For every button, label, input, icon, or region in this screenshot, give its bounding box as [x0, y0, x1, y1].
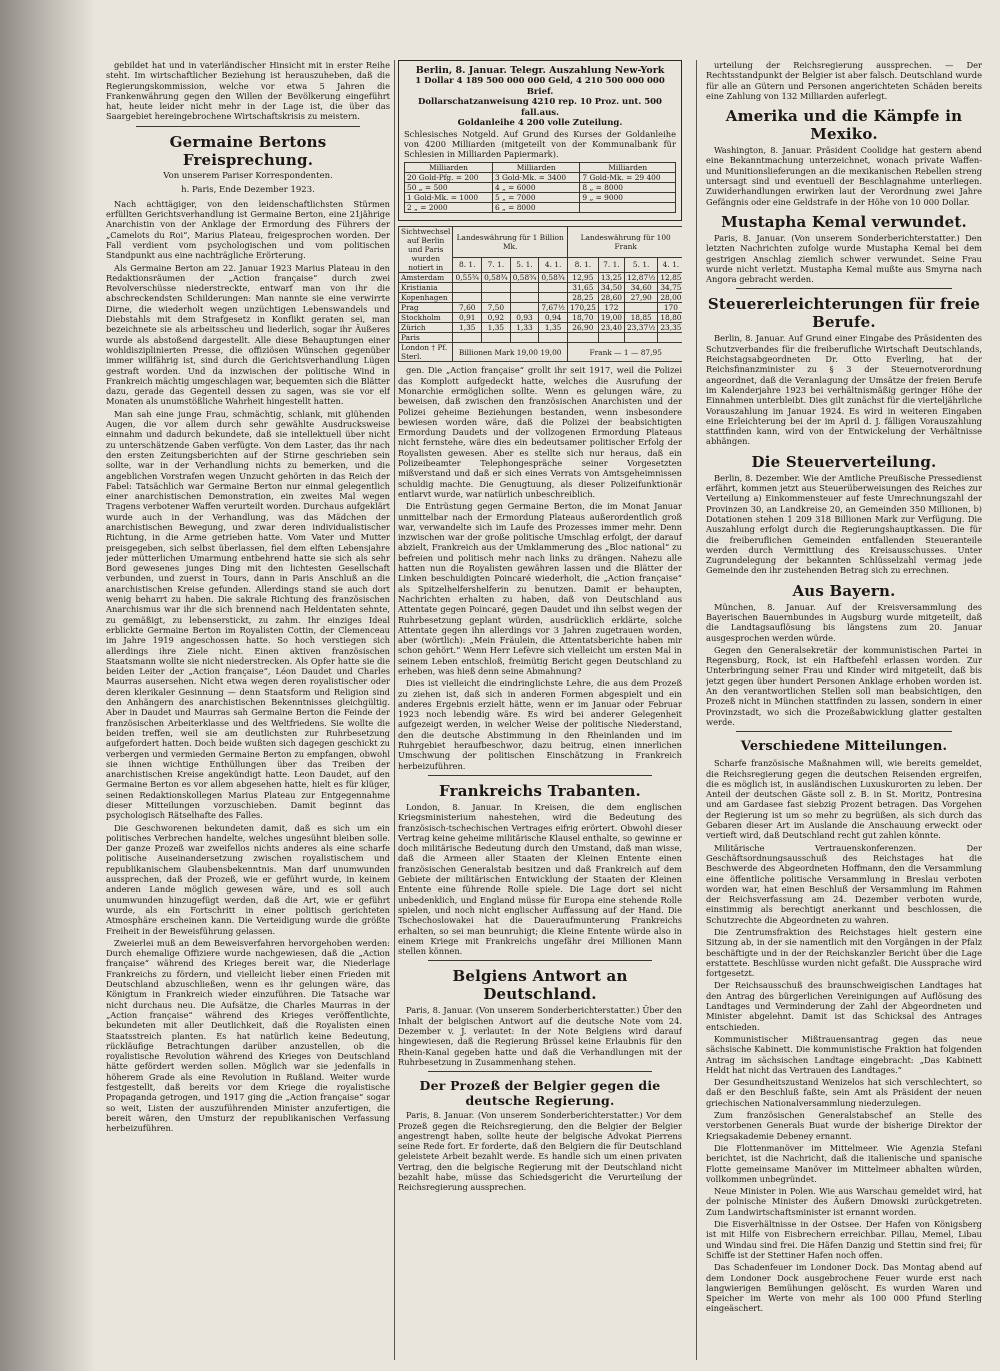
heading-bayern: Aus Bayern.: [792, 581, 896, 600]
london-frank-value: —: [630, 347, 639, 357]
paragraph: Gegen den Generalsekretär der kommunistischen Partei in Regensburg, Rock, ist ein Haftbefehl erlassen worden. Zur Unterbringung seiner Frau und Kinder wird mitgeteilt, daß bis jetzt gegen über hundert Personen Anklage erhoben worden ist. An den verantwortlichen Stellen soll man beabsichtigen, den Prozeß nicht in München stattfinden zu lassen, sondern in einer Provinzstadt, wo sich die Prozeßabwicklung glatter gestalten werde.: [706, 644, 982, 727]
paragraph: Neue Minister in Polen. Wie aus Warschau gemeldet wird, hat der polnische Minister des Äußern Dmowski zurückgetreten. Zum Landwirtschaftsminister ist ernannt worden.: [706, 1186, 982, 1217]
table-cell: 3 Gold-Mk. = 3400: [492, 173, 579, 183]
table-row: [399, 273, 683, 283]
paragraph: Die Flottenmanöver im Mittelmeer. Wie Agenzia Stefani berichtet, ist die Nachricht, daß die italienische und spanische Flotte gemeinsame Manöver im Mittelmeer abhalten würden, vollkommen unbegründet.: [706, 1142, 982, 1184]
table-cell: 12,85: [658, 273, 682, 283]
table-cell: 28,60: [598, 293, 624, 303]
table-cell: [482, 333, 511, 343]
rates-col-head: Sichtwechsel auf Berlin und Paris wurden notiert in: [399, 227, 453, 273]
rates-date-header: 5. 1.: [624, 257, 657, 273]
table-cell: 18,85: [624, 313, 657, 323]
rates-date-header: 8. 1.: [453, 257, 482, 273]
finance-goldanleihe-line: Goldanleihe 4 200 volle Zuteilung.: [457, 118, 623, 128]
paragraph: Nach achttägiger, von den leidenschaftlichsten Stürmen erfüllten Gerichtsverhandlung ist Germaine Berton, eine 21jährige Anarchistin von der Anklage der Ermordung des Führers der „Camelots du Roi“, Marius Plateau, freigesprochen worden. Der Fall verdient vom psychologischen und vom politischen Standpunkt aus eine nachträgliche Erörterung.: [106, 198, 390, 261]
table-cell: 172: [598, 303, 624, 313]
rates-city: Zürich: [399, 323, 453, 333]
rates-city: Prag: [399, 303, 453, 313]
heading-berton: Germaine Bertons Freisprechung.: [169, 132, 327, 169]
section-divider: [136, 126, 360, 127]
exchange-rates-table: [398, 226, 682, 362]
paragraph: Als Germaine Berton am 22. Januar 1923 Marius Plateau in den Redaktionsräumen der „Action française“ durch zwei Revolverschüsse niederstreckte, entwarf man von ihr die abschreckendsten Schilderungen: Man nannte sie eine verwirrte Dirne, die wiederholt wegen unzüchtigen Lebenswandels und Diebstahls mit dem Strafgesetz in Konflikt geraten sei, man bezeichnete sie als arbeitsscheu und liederlich, sogar ihr Äußeres wurde als abstoßend dargestellt. Alle diese Behauptungen einer wohldisziplinierten Presse, die offiziösen Wünschen gegenüber immer willfährig ist, sind durch die Gerichtsverhandlung Lügen gestraft worden. Und da inzwischen der politische Wind in Frankreich mächtig umgeschlagen war, bequemten sich die Blätter dazu, gerade das Gegenteil dessen zu sagen, was sie vor elf Monaten als unumstößliche Wahrheit hingestellt hatten.: [106, 262, 390, 407]
table-cell: 1,35: [453, 323, 482, 333]
article-continuation: gebildet hat und in vaterländischer Hinsicht mit in erster Reihe steht. Im wirtschaftlicher Beziehung ist herauszuheben, daß die Regierungskommission, welche vor etwa 5 Jahren die Frankenwährung gegen den Willen der Bevölkerung eingeführt hat, heute leider nicht mehr in der Lage ist, die über das Saargebiet hereingebrochene Wirtschaftskrisis zu meistern.: [106, 60, 390, 122]
rates-date-header: 8. 1.: [567, 257, 598, 273]
notgeld-table: [404, 162, 676, 213]
london-frank-cell: [567, 343, 682, 362]
rates-date-header: 5. 1.: [510, 257, 539, 273]
table-cell: 7,50: [482, 303, 511, 313]
table-cell: 5 „ = 7000: [492, 193, 579, 203]
table-cell: 26,90: [567, 323, 598, 333]
rates-city: Kopenhagen: [399, 293, 453, 303]
paragraph: Zum französischen Generalstabschef an Stelle des verstorbenen Generals Buat wurde der bisherige Direktor der Kriegsakademie Debeney ernannt.: [706, 1110, 982, 1141]
notgeld-header: Milliarden: [492, 163, 579, 173]
rates-date-header: 4. 1.: [658, 257, 682, 273]
table-cell: [539, 333, 568, 343]
table-cell: 0,58¾: [510, 273, 539, 283]
finance-notgeld-note: Schlesisches Notgeld. Auf Grund des Kurses der Goldanleihe von 4200 Milliarden (mitgeteilt von der Kommunalbank für Schlesien in Milliarden Papiermark).: [404, 128, 676, 160]
table-cell: 4 „ = 6000: [492, 183, 579, 193]
table-cell: 8 „ = 8000: [580, 183, 676, 193]
table-cell: 18,70: [567, 313, 598, 323]
table-cell: 0,58¾: [539, 273, 568, 283]
table-cell: 1,33: [510, 323, 539, 333]
paragraph: Militärische Vertrauenskonferenzen. Der Geschäftsordnungsausschuß des Reichstages hat die Beschwerde des Abgeordneten Hoffmann, den die Versammlung eine öffentliche politische Versammlung in Breslau verboten worden war, hat einen Beschluß der Versammlung im Rahmen der Reichsverfassung am 24. Dezember verboten wurde, einstimmig als berechtigt anerkannt und beschlossen, die Schutzrechte die Abgeordneten zu wahren.: [706, 842, 982, 925]
rates-city: Amsterdam: [399, 273, 453, 283]
table-row: [405, 203, 676, 213]
paragraph: Berlin, 8. Januar. Auf Grund einer Eingabe des Präsidenten des Schutzverbandes für die freiberufliche Wirtschaft Deutschlands, Reichstagsabgeordneten Dr. Otto Everling, hat der Reichsfinanzminister zu § 3 der Steuernotverordnung angeordnet, daß die Veranlagung der Umsätze der freien Berufe im Kalenderjahre 1923 bei verhältnismäßig geringer Höhe der Einnahmen unterbleibt. Dies gilt zunächst für die vierteljährliche Vorauszahlung im Januar 1924. Es wird in weiteren Eingaben eine Erleichterung bei der im April d. J. fälligen Vorauszahlung stattfinden kann, wird von der Entwickelung der Verhältnisse abhängen.: [706, 333, 982, 447]
london-frank-value: 1: [623, 347, 629, 357]
table-cell: 28,25: [567, 293, 598, 303]
table-cell: 0,91: [453, 313, 482, 323]
table-cell: 1 Gold-Mk. = 1000: [405, 193, 493, 203]
table-row: [405, 183, 676, 193]
column-middle: [398, 60, 682, 1360]
paragraph: gen. Die „Action française“ grollt ihr seit 1917, weil die Polizei das Komplott aufgedeckt hatte, welches die Ausrufung der Monarchie ermöglichen sollte. Wenn es gelungen wäre, zu beweisen, daß zwischen den französischen Anarchisten und der Polizei geheime Beziehungen bestanden, wenn insbesondere bewiesen worden wäre, daß die Polizei der beabsichtigten Ermordung Daudets und der vollzogenen Ermordung Plateaus nicht fernstehe, wäre dies ein bedeutsamer politischer Erfolg der Royalisten gewesen. Aber es stellte sich nur heraus, daß ein Polizeibeamter Telephongespräche seiner Vorgesetzten mißverstand und daß er sich eines Verrats von Amtsgeheimnissen schuldig machte. Die Genugtuung, als dieser Polizeifunktionär entlarvt wurde, war natürlich unbeschreiblich.: [398, 365, 682, 499]
table-row: [399, 293, 683, 303]
table-cell: 13,25: [598, 273, 624, 283]
heading-prozess: Der Prozeß der Belgier gegen die deutsche Regierung.: [419, 1078, 661, 1109]
heading-steuerverteilung: Die Steuerverteilung.: [751, 452, 937, 471]
column-rule: [696, 60, 697, 1360]
table-cell: [539, 283, 568, 293]
london-label: London † Pf. Sterl.: [399, 343, 453, 362]
paragraph: Scharfe französische Maßnahmen will, wie bereits gemeldet, die Reichsregierung gegen die deutschen Reisenden ergreifen, die es möglich ist, in ausländischen Luxuskurorten zu leben. Der Anteil der deutschen Gäste soll z. B. in St. Moritz, Pontresina und am Gardasee fast siebzig Prozent betragen. Das Vorgehen der Regierung ist um so mehr zu begrüßen, als sich durch das Gebaren dieser Art im Auslande die Anschauung erweckt oder vertieft wird, daß Deutschland recht gut zahlen könnte.: [706, 758, 982, 841]
london-mark-value: 19,00: [540, 347, 562, 357]
table-cell: [567, 333, 598, 343]
table-cell: 50 „ = 500: [405, 183, 493, 193]
table-cell: [658, 333, 682, 343]
table-cell: 7,60: [453, 303, 482, 313]
table-cell: [598, 333, 624, 343]
paragraph: Die Entrüstung gegen Germaine Berton, die im Monat Januar unmittelbar nach der Ermordung Plateaus außerordentlich groß war, verwandelte sich im Laufe des Prozesses immer mehr. Denn inzwischen war der große politische Umschlag erfolgt, der darauf abzielt, Frankreich aus der Umklammerung des „Bloc national“ zu befreien und politisch mehr nach links zu drängen. Nahezu alle hatten nun die Royalisten gewähren lassen und die Blätter der Linken beschuldigten Poincaré wiederholt, die „Action française“ als Spitzelhelfershelferin zu benutzen. Damit er behaupten, Nachrichten erhalten zu haben, daß von Deutschland aus Attentate gegen Poincaré, gegen Daudet und ihn selbst wegen der Ruhrbesetzung geplant würden, ausdrücklich erklärte, solche Attentate gegen ihn allerdings vor 3 Jahren zugetrauen worden, aber (wörtlich): „Mein Fräulein, die Attentatsberichte haben mir schon gehört.“ Wenn Herr Lefèvre sich vielleicht um ersten Mal in seinem Leben entschloß, freimütig Bericht gegen Deutschland zu erheben, was hieß denn seine Abmahnung?: [398, 501, 682, 676]
table-row: [399, 323, 683, 333]
table-cell: [482, 293, 511, 303]
paragraph: Der Gesundheitszustand Wenizelos hat sich verschlechtert, so daß er den Beschluß faßte, sein Amt als Präsident der neuen griechischen Nationalversammlung niederzulegen.: [706, 1077, 982, 1108]
paragraph: Dies ist vielleicht die eindringlichste Lehre, die aus dem Prozeß zu ziehen ist, daß sich in anderen Formen abgespielt und ein anderes Ergebnis erzielt hätte, wenn er im Januar oder Februar 1923 noch lebendig wäre. Es wird bei anderer Gelegenheit aufgezeigt werden, in welcher Weise der politische Niederstand, den die deutsche Abstimmung in den Rheinlanden und im Ruhrgebiet heraufbeschwor, dazu beitrug, einen innerlichen Umschwung der politischen Einschätzung in Frankreich herbeizuführen.: [398, 678, 682, 771]
table-cell: 23,37½: [624, 323, 657, 333]
london-frank-value: —: [614, 347, 622, 357]
rates-date-header: 7. 1.: [482, 257, 511, 273]
table-cell: [510, 293, 539, 303]
table-cell: 1,35: [482, 323, 511, 333]
table-cell: 7 Gold-Mk. = 29 400: [580, 173, 676, 183]
heading-steuererleichterungen: Steuererleichterungen für freie Berufe.: [707, 295, 981, 332]
rates-city: Stockholm: [399, 313, 453, 323]
table-cell: [510, 283, 539, 293]
rates-date-header: 4. 1.: [539, 257, 568, 273]
paragraph: Zweierlei muß an dem Beweisverfahren hervorgehoben werden: Durch ehemalige Offiziere wurde nachgewiesen, daß die „Action française“ während des Krieges bereit war, die Niederlage Frankreichs zu fördern, und vielleicht lieber einen Frieden mit Deutschland abzuschließen, wenn es ihr gelungen wäre, das Königtum in Frankreich wieder einzuführen. Die Tatsache war nicht durchaus neu. Die Aufsätze, die Charles Maurras in der „Action française“ während des Krieges veröffentlichte, bekundeten mit aller Deutlichkeit, daß die Royalisten einen Staatsstreich planten. Es hat natürlich keine Bedeutung, rückläufige Betrachtungen darüber anzustellen, ob die royalistische Revolution während des Krieges von Deutschland hätte gefördert werden sollen. Möglich war sie jedenfalls in höherem Grade als eine Revolution in Rußland. Weiter wurde festgestellt, daß bereits vor dem Kriege die royalistische Propaganda getrogen, und 1917 ging die „Action française“ sogar so weit, Listen der auszuführenden Minister anzufertigen, die bereit wären, den Umsturz der republikanischen Verfassung herbeizuführen.: [106, 937, 390, 1134]
rates-head-mark: Landeswährung für 1 Billion Mk.: [453, 227, 568, 257]
table-cell: 0,58¾: [482, 273, 511, 283]
paragraph: Die Eisverhältnisse in der Ostsee. Der Hafen von Königsberg ist mit Hilfe von Eisbrechern erreichbar. Pillau, Memel, Libau und Windau sind frei. Die Häfen Danzig und Stettin sind frei; für Schiffe ist der Stettiner Hafen noch offen.: [706, 1219, 982, 1260]
finance-dollar-line: 1 Dollar 4 189 500 000 000 Geld, 4 210 500 000 000 Brief.: [415, 76, 665, 97]
paragraph: Paris, 8. Januar. (Von unserem Sonderberichterstatter.) Über den Inhalt der belgischen Antwort auf die deutsche Note vom 24. Dezember v. J. verlautet: In der Note Belgiens wird darauf hingewiesen, daß die Regierung Brüssel keine Erlaubnis für den Rhein-Kanal gegeben hatte und daß die Verhandlungen mit der Ruhrbesetzung in Zusammenhang stehen.: [398, 1005, 682, 1067]
paragraph: London, 8. Januar. In Kreisen, die dem englischen Kriegsministerium nahestehen, wird die Bedeutung des französisch-tschechischen Vertrages eifrig erörtert. Obwohl dieser Vertrag keine geheime militärische Klausel enthalte, so gewinne er doch militärische Bedeutung durch den Umstand, daß man wisse, daß die Armeen aller Staaten der Kleinen Entente einen französischen Generalstab besitzen und daß Frankreich auf dem Gebiete der militärischen Entwicklung der Staaten der Kleinen Entente eine führende Rolle spiele. Die Lage dort sei nicht unbedenklich, und England müsse für Europa eine stehende Rolle spielen, und noch nicht englischer Auffassung auf der Hand. Die Tschechoslowakei hat die Daueraufmunterung Frankreichs erhalten, so sei man beunruhigt; die Kleine Entente würde also in einem Kriege mit Frankreichs ungefähr drei Millionen Mann stellen können.: [398, 801, 682, 957]
table-cell: 170,25: [567, 303, 598, 313]
table-cell: 34,75: [658, 283, 682, 293]
heading-kemal: Mustapha Kemal verwundet.: [721, 212, 967, 231]
finance-schatz-line: Dollarschatzanweisung 4210 rep. 10 Proz. unt. 500 fall.aus.: [418, 97, 662, 118]
london-mark-value: 19,00: [516, 347, 538, 357]
section-divider: [736, 288, 952, 289]
table-cell: [624, 303, 657, 313]
table-cell: [482, 283, 511, 293]
table-cell: 23,35: [658, 323, 682, 333]
page-binding-shadow: [0, 0, 96, 1371]
table-cell: [580, 203, 676, 213]
table-cell: 0,94: [539, 313, 568, 323]
table-cell: [539, 293, 568, 303]
table-cell: 23,40: [598, 323, 624, 333]
paragraph: Der Reichsausschuß des braunschweigischen Landtages hat den Antrag des bürgerlichen Vereinigungen auf Auflösung des Landtages und Verminderung der Zahl der Abgeordneten und Minister abgelehnt. Damit ist das Schicksal des Antrages entschieden.: [706, 980, 982, 1032]
paragraph: Man sah eine junge Frau, schmächtig, schlank, mit glühenden Augen, die vor allem durch sehr gewählte Ausdrucksweise einnahm und dadurch bekundete, daß sie intellektuell über nicht zu unterschätzende Gaben verfügte. Von dem Laster, das ihr nach den ersten Zeitungsberichten auf der Stirne geschrieben sein sollte, war in der Verhandlung nichts zu bemerken, und die angeblichen Vorstrafen wegen Unzucht gehörten in das Reich der Fabel: Tatsächlich war Germaine Berton nur einmal gelegentlich einer anarchistischen Demonstration, ein zweites Mal wegen Tragens verbotener Waffen verurteilt worden. Durchaus aufgeklärt wurde auch in der Verhandlung, was das Mädchen der anarchistischen Bewegung, und zwar deren individualistischer Richtung, in die Arme getrieben hatte. Vom Vater und Mutter preisgegeben, sich selbst überlassen, fiel dem elften Lebensjahre jeder mütterlichen Umarmung entbehrend hatte sie sich als sehr Bord gewesenes junges Ding mit den lichtesten Gesellschaft verbunden, und zuerst in Tours, dann in Paris Anschluß an die anarchistischen Kreise gefunden. Allerdings stand sie auch dort wenig beharrt zu haben. Die sakrale Richtung des französischen Anarchismus war ihr die sich brennend nach Heldentaten sehnte, zu gemäßigt, zu lebenserstickt, zu zahm. Ihr einziges Ideal erblickte Germaine Berton im Royalisten Cottin, der Clemenceau im Jahre 1919 angeschossen hatte. So hoch verstiegen sich allerdings ihre Ziele nicht. Einen aktiven französischen Staatsmann wollte sie nicht niederstrecken. Als Opfer hatte sie die beiden Leiter der „Action française“, Léon Daudet und Charles Maurras ausersehen. Nicht etwa wegen deren royalistischer oder deren klerikaler Gesinnung — denn Staatsform und Religion sind den Anhängern des anarchistischen Bekenntnisses gleichgültig. Aber in Daudet und Maurras sah Germaine Berton die Feinde der französischen Arbeiterklasse und des Weltfriedens. Sie wollte die beiden treffen, weil sie am deutlichsten zur Ruhrbesetzung aufgefordert hatten. Doch beide wußten sich dagegen geschickt zu verbergen und vermieden Germaine Berton zu empfangen, obwohl sie ihnen wichtige Enthüllungen über das Treiben der anarchistischen Kreise angekündigt hatte. Leon Daudet, auf den Germaine Berton es vor allem abgesehen hatte, hielt es für klüger, seinen Redaktionskollegen Marius Plateau zur Entgegennahme dieser Mitteilungen vorzuschieben. Damit beginnt das psychologisch Rätselhafte des Falles.: [106, 408, 390, 821]
section-divider: [428, 775, 652, 776]
paragraph: München, 8. Januar. Auf der Kreisversammlung des Bayerischen Bauernbundes in Augsburg wurde mitgeteilt, daß die Landtagsauflösung bis längstens zum 20. Januar ausgesprochen werden würde.: [706, 601, 982, 643]
table-row: [405, 193, 676, 203]
table-cell: 19,00: [598, 313, 624, 323]
table-row: [405, 173, 676, 183]
section-divider: [736, 731, 952, 732]
paragraph: Das Schadenfeuer im Londoner Dock. Das Montag abend auf dem Londoner Dock ausgebrochene Feuer wurde erst nach langwierigen Bemühungen gelöscht. Es wurden Waren und Speicher im Werte von mehr als 100 000 Pfund Sterling eingeäschert.: [706, 1262, 982, 1314]
london-frank-head: Frank: [589, 347, 612, 357]
table-cell: [624, 333, 657, 343]
table-cell: 6 „ = 8000: [492, 203, 579, 213]
rates-city: Kristiania: [399, 283, 453, 293]
table-cell: 34,60: [624, 283, 657, 293]
london-row: [399, 343, 683, 362]
rates-city: Paris: [399, 333, 453, 343]
paragraph: Washington, 8. Januar. Präsident Coolidge hat gestern abend eine Bekanntmachung unterzeichnet, wonach private Waffen- und Munitionslieferungen an die mexikanischen Rebellen streng untersagt sind und eventuell der Beschlagnahme unterliegen. Zuwiderhandlungen erwirken laut der Verordnung zwei Jahre Gefängnis oder eine Geldstrafe in der Höhe von 10 000 Dollar.: [706, 145, 982, 207]
table-cell: 1,35: [539, 323, 568, 333]
table-cell: 27,90: [624, 293, 657, 303]
table-cell: 12,95: [567, 273, 598, 283]
column-left: [106, 60, 390, 1360]
table-cell: 0,92: [482, 313, 511, 323]
table-cell: 170: [658, 303, 682, 313]
notgeld-header: Milliarden: [405, 163, 493, 173]
table-cell: 0,55¾: [453, 273, 482, 283]
table-row: [399, 333, 683, 343]
subheading-correspondent: Von unserem Pariser Korrespondenten.: [163, 170, 333, 181]
paragraph: Die Geschworenen bekundeten damit, daß es sich um ein politisches Verbrechen handelte, welches ungesühnt bleiben solle. Der ganze Prozeß war zweifellos nichts anderes als eine scharfe politische Auseinandersetzung zwischen royalistischem und republikanischem Glaubensbekenntnis. Man darf unumwunden aussprechen, daß der Prozeß, wie er geführt wurde, in keinem anderen Lande möglich gewesen wäre, und es soll auch unumwunden hinzugefügt werden, daß die Art, wie er geführt wurde, als ein Fortschritt in einer politisch gerichteten Atmosphäre erscheinen kann. Die Verteidigung wurde die größte Freiheit in der Beweisführung gelassen.: [106, 822, 390, 936]
table-row: [399, 303, 683, 313]
table-cell: 31,65: [567, 283, 598, 293]
section-divider: [428, 1071, 652, 1072]
table-cell: 20 Gold-Pfg. = 200: [405, 173, 493, 183]
rates-date-header: 7. 1.: [598, 257, 624, 273]
finance-title: Berlin, 8. Januar. Telegr. Auszahlung New-York: [415, 65, 665, 76]
rates-body: [399, 273, 683, 343]
dateline-paris: h. Paris, Ende Dezember 1923.: [181, 184, 315, 195]
table-cell: 28,00: [658, 293, 682, 303]
heading-trabanten: Frankreichs Trabanten.: [439, 781, 641, 800]
table-cell: 12,87½: [624, 273, 657, 283]
paragraph: Die Zentrumsfraktion des Reichstages hielt gestern eine Sitzung ab, in der sie namentlich mit den Vorgängen in der Pfalz beschäftigte und in der der Reichskanzler Bericht über die Lage erstattete. Beschlüsse wurden nicht gefaßt. Die Aussprache wird fortgesetzt.: [706, 927, 982, 979]
table-cell: 18,80: [658, 313, 682, 323]
heading-mitteilungen: Verschiedene Mitteilungen.: [740, 739, 948, 755]
notgeld-header: Milliarden: [580, 163, 676, 173]
table-cell: [510, 333, 539, 343]
table-cell: 0,93: [510, 313, 539, 323]
finance-box: [398, 60, 682, 221]
table-cell: 2 „ = 2000: [405, 203, 493, 213]
table-cell: 7,67½: [539, 303, 568, 313]
table-cell: 9 „ = 9000: [580, 193, 676, 203]
table-cell: [510, 303, 539, 313]
table-cell: [453, 293, 482, 303]
table-cell: 34,50: [598, 283, 624, 293]
table-cell: [453, 283, 482, 293]
paragraph: Berlin, 8. Dezember. Wie der Amtliche Preußische Pressedienst erfährt, kommen jetzt aus Steuerüberweisungen des Reiches zur Verteilung a) Einkommensteuer auf feste Umrechnungszahl der Provinzen 30, an Landkreise 20, an Gemeinden 350 Millionen, b) Dotationen stehen 1 209 318 Billionen Mark zur Verfügung. Die Auszahlung erfolgt durch die Regierungshauptkassen. Die für die freiberuflichen Gemeinden entfallenden Steueranteile werden durch Vermittlung des Kreisausschusses. Unter Zugrundelegung der bekannten Schlüsselzahl vermag jede Gemeinde den ihr zustehenden Betrag sich zu errechnen.: [706, 472, 982, 576]
paragraph: Paris, 8. Januar. (Von unserem Sonderberichterstatter.) Den letzten Nachrichten zufolge wurde Mustapha Kemal bei dem gestrigen Anschlag ziemlich schwer verwundet. Seine Frau wurde nicht verletzt. Mustapha Kemal mußte aus Smyrna nach Angora gebracht werden.: [706, 232, 982, 285]
heading-belgien: Belgiens Antwort an Deutschland.: [452, 967, 628, 1004]
rates-head-frank: Landeswährung für 100 Frank: [567, 227, 682, 257]
london-mark-cell: [453, 343, 568, 362]
column-right: [706, 60, 982, 1360]
london-mark-head: Billionen Mark: [458, 347, 515, 357]
heading-mexiko: Amerika und die Kämpfe in Mexiko.: [725, 107, 963, 144]
paragraph: Paris, 8. Januar. (Von unserem Sonderberichterstatter.) Vor dem Prozeß gegen die Reichsregierung, den die Belgier der Belgier angestrengt haben, sollte heute der belgische Advokat Pierrens seine Rede fort. Er forderte, daß den Belgiern die für Deutschland geleistete Arbeit bezahlt werde. Es handle sich um einen privaten Vertrag, den die belgische Regierung mit der Deutschland nicht bezahlt habe, müsse das Schiedsgericht die Verurteilung der Reichsregierung aussprechen.: [398, 1110, 682, 1193]
paragraph: Kommunistischer Mißtrauensantrag gegen das neue sächsische Kabinett. Die kommunistische Fraktion hat folgenden Antrag im sächsischen Landtage eingebracht: „Das Kabinett Heldt hat nicht das Vertrauen des Landtages.“: [706, 1033, 982, 1075]
table-cell: [453, 333, 482, 343]
article-continuation: urteilung der Reichsregierung aussprechen. — Der Rechtsstandpunkt der Belgier ist aber falsch. Deutschland wurde für alle an Gütern und Personen angerichteten Schäden bereits eine Zahlung von 132 Milliarden auferlegt.: [706, 60, 982, 101]
column-rule: [394, 60, 395, 1360]
london-frank-value: 87,95: [640, 347, 662, 357]
table-row: [399, 283, 683, 293]
section-divider: [428, 960, 652, 961]
table-row: [399, 313, 683, 323]
